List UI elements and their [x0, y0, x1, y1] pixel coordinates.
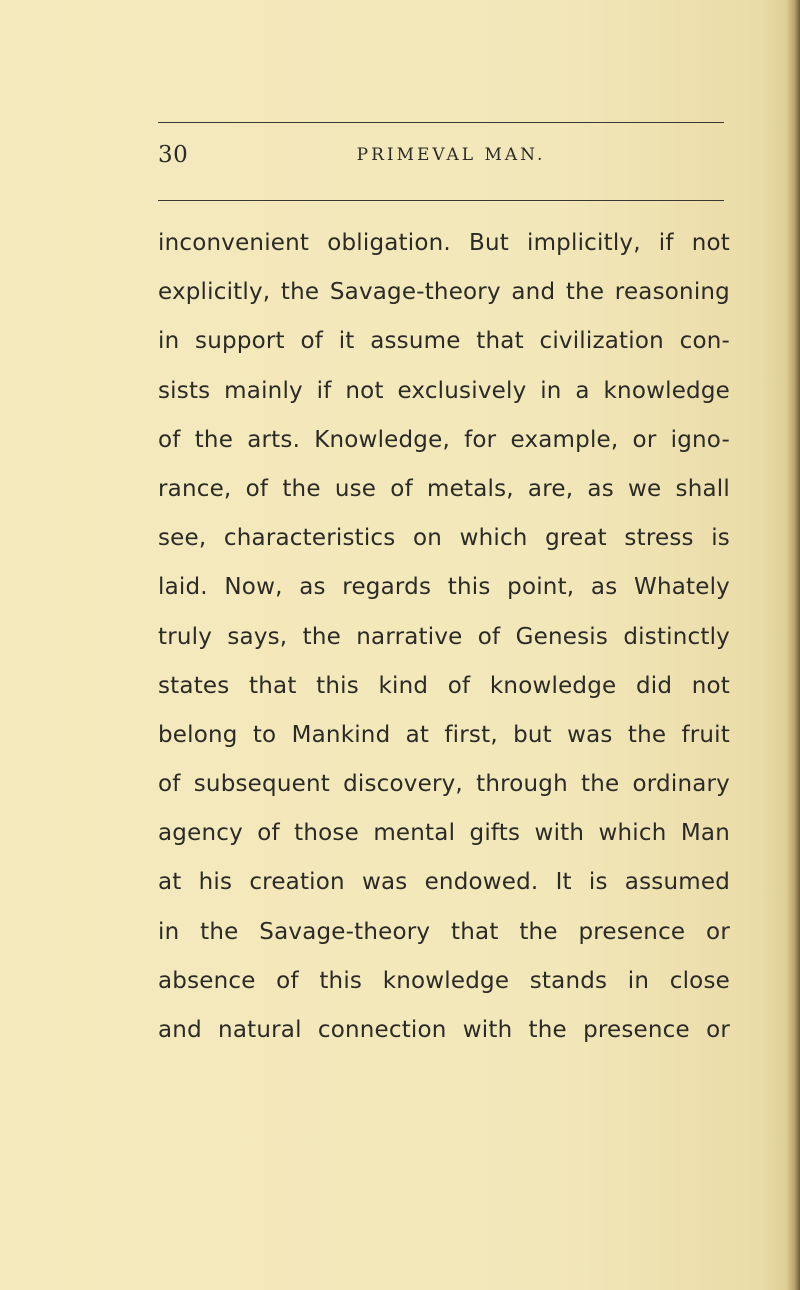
- page-header: [158, 140, 724, 176]
- page-number: 30: [158, 142, 189, 168]
- text-line: belong to Mankind at first, but was the fruit: [158, 721, 730, 748]
- body-text: [158, 222, 730, 1058]
- text-line: at his creation was endowed. It is assumed: [158, 869, 730, 896]
- text-line: inconvenient obligation. But implicitly, if not: [158, 230, 730, 256]
- text-line: explicitly, the Savage-theory and the reasoning: [158, 279, 730, 306]
- text-line: and natural connection with the presence or: [158, 1017, 730, 1043]
- running-head: PRIMEVAL MAN.: [356, 145, 546, 165]
- text-line: truly says, the narrative of Genesis distinctly: [158, 623, 730, 650]
- text-line: sists mainly if not exclusively in a knowledge: [158, 377, 730, 404]
- header-top-rule: [158, 122, 724, 123]
- text-line: of subsequent discovery, through the ordinary: [158, 771, 730, 798]
- text-line: in support of it assume that civilization con-: [158, 328, 730, 355]
- text-line: agency of those mental gifts with which Man: [158, 820, 730, 847]
- text-line: absence of this knowledge stands in close: [158, 967, 730, 994]
- text-line: laid. Now, as regards this point, as Whately: [158, 574, 730, 601]
- text-line: of the arts. Knowledge, for example, or igno-: [158, 426, 730, 453]
- text-line: see, characteristics on which great stress is: [158, 525, 730, 552]
- text-line: rance, of the use of metals, are, as we shall: [158, 475, 730, 502]
- text-line: states that this kind of knowledge did not: [158, 672, 730, 699]
- header-bottom-rule: [158, 200, 724, 201]
- text-line: in the Savage-theory that the presence or: [158, 918, 730, 945]
- page-edge-shadow: [786, 0, 800, 1290]
